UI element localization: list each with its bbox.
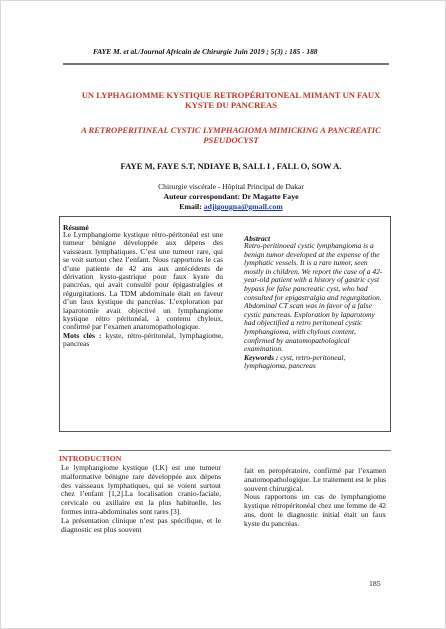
page-number: 185 xyxy=(369,579,381,588)
email-link[interactable]: adjigougna@gmail.com xyxy=(203,202,283,211)
introduction-heading: INTRODUCTION xyxy=(59,454,122,463)
intro-paragraph-1: Le lymphangiome kystique (LK) est une tumeur malformative bénigne rare développée aux dépens des vaisseaux lymphatiques, qui se voient surtout chez l’enfant [1,2].La localisation cranio-faciale, cervicale ou axillaire est la plus habituelle, les formes intra-abdominales sont rares [3]. xyxy=(61,463,221,516)
resume-body xyxy=(63,231,223,349)
intro-paragraph-2: La présentation clinique n’est pas spécifique, et le diagnostic est plus souvent xyxy=(61,515,221,534)
resume-keywords-label: Mots clés : xyxy=(63,330,102,340)
affiliation: Chirurgie viscérale - Hôpital Principal de Dakar xyxy=(158,182,304,191)
introduction-left-column xyxy=(61,464,221,534)
resume-keywords-text: kyste, rétro-péritonéal, lymphagiome, pancreas xyxy=(63,330,224,349)
abstract-body xyxy=(244,242,386,371)
section-rule xyxy=(59,450,391,451)
introduction-right-column xyxy=(244,467,386,529)
article-title-english: A RETROPERITINEAL CYSTIC LYMPHAGIOMA MIMICKING A PANCREATIC PSEUDOCYST xyxy=(81,125,381,145)
abstract-keywords xyxy=(244,354,386,371)
abstract-heading: Abstract xyxy=(244,234,271,243)
email-label: Email: xyxy=(179,202,202,211)
resume-text: Le Lymphangiome kystique rétro-péritonéal est une tumeur bénigne développée aux dépens des vaisseaux lymphatiques. C’est une tumeur rare, qui se voit surtout chez l’enfant. Nous rapportons le cas d’une patiente de 42 ans aux antécédents de dérivation kysto-gastrique pour faux kyste du pancréas, qui avait consulté pour épigastralgies et régurgitations. La TDM abdominale était en faveur d’un faux kystique du pancréas. L’exploration par laparotomie avait objectivé un lymphangiome kystique rétro péritonéal, à contenu chyleux, confirmé par l’examen anatomopathologique. xyxy=(63,230,223,332)
intro-paragraph-4: Nous rapportons un cas de lymphangiome kystique rétropéritonéal chez une femme de 42 ans, dont le diagnostic initial était un faux kyste du pancréas. xyxy=(244,492,386,528)
header-rule xyxy=(63,63,389,65)
running-head: FAYE M. et al./Journal Africain de Chirurgie Juin 2019 ; 5(3) : 185 - 188 xyxy=(93,47,318,56)
abstract-keywords-label: Keywords : xyxy=(244,352,279,362)
email-line xyxy=(71,202,391,211)
abstract-text: Retro-peritinoeal cystic lymphangioma is a benign tumor developed at the expense of the lymphatic vessels. It is a rare tumor, seen mostly in children. We report the case of a 42-year-old patient with a history of gastric cyst bypass for false pancreatic cyst, who had consulted for epigastralgia and regurgitation. Abdominal CT scan was in favor of a false cystic pancreas. Exploration by laparotomy had objectified a retro peritoneal cystic lymphangioma, with chylous content, confirmed by anatomopathological examination. xyxy=(244,241,383,354)
author-list: FAYE M, FAYE S.T, NDIAYE B, SALL I , FALL O, SOW A. xyxy=(120,161,342,171)
article-title-french: UN LYPHAGIOMME KYSTIQUE RETROPÉRITONEAL MIMANT UN FAUX KYSTE DU PANCREAS xyxy=(81,90,381,110)
abstract-keywords-text: cyst, retro-peritoneal, lymphagioma, pancreas xyxy=(244,352,346,371)
resume-keywords xyxy=(63,332,223,349)
resume-heading: Résumé xyxy=(63,223,89,232)
corresponding-author: Auteur correspondant: Dr Magatte Faye xyxy=(163,192,299,201)
intro-paragraph-3: fait en peropératoire, confirmé par l’examen anatomopathologique. Le traitement est le plus souvent chirurgical. xyxy=(244,466,386,493)
